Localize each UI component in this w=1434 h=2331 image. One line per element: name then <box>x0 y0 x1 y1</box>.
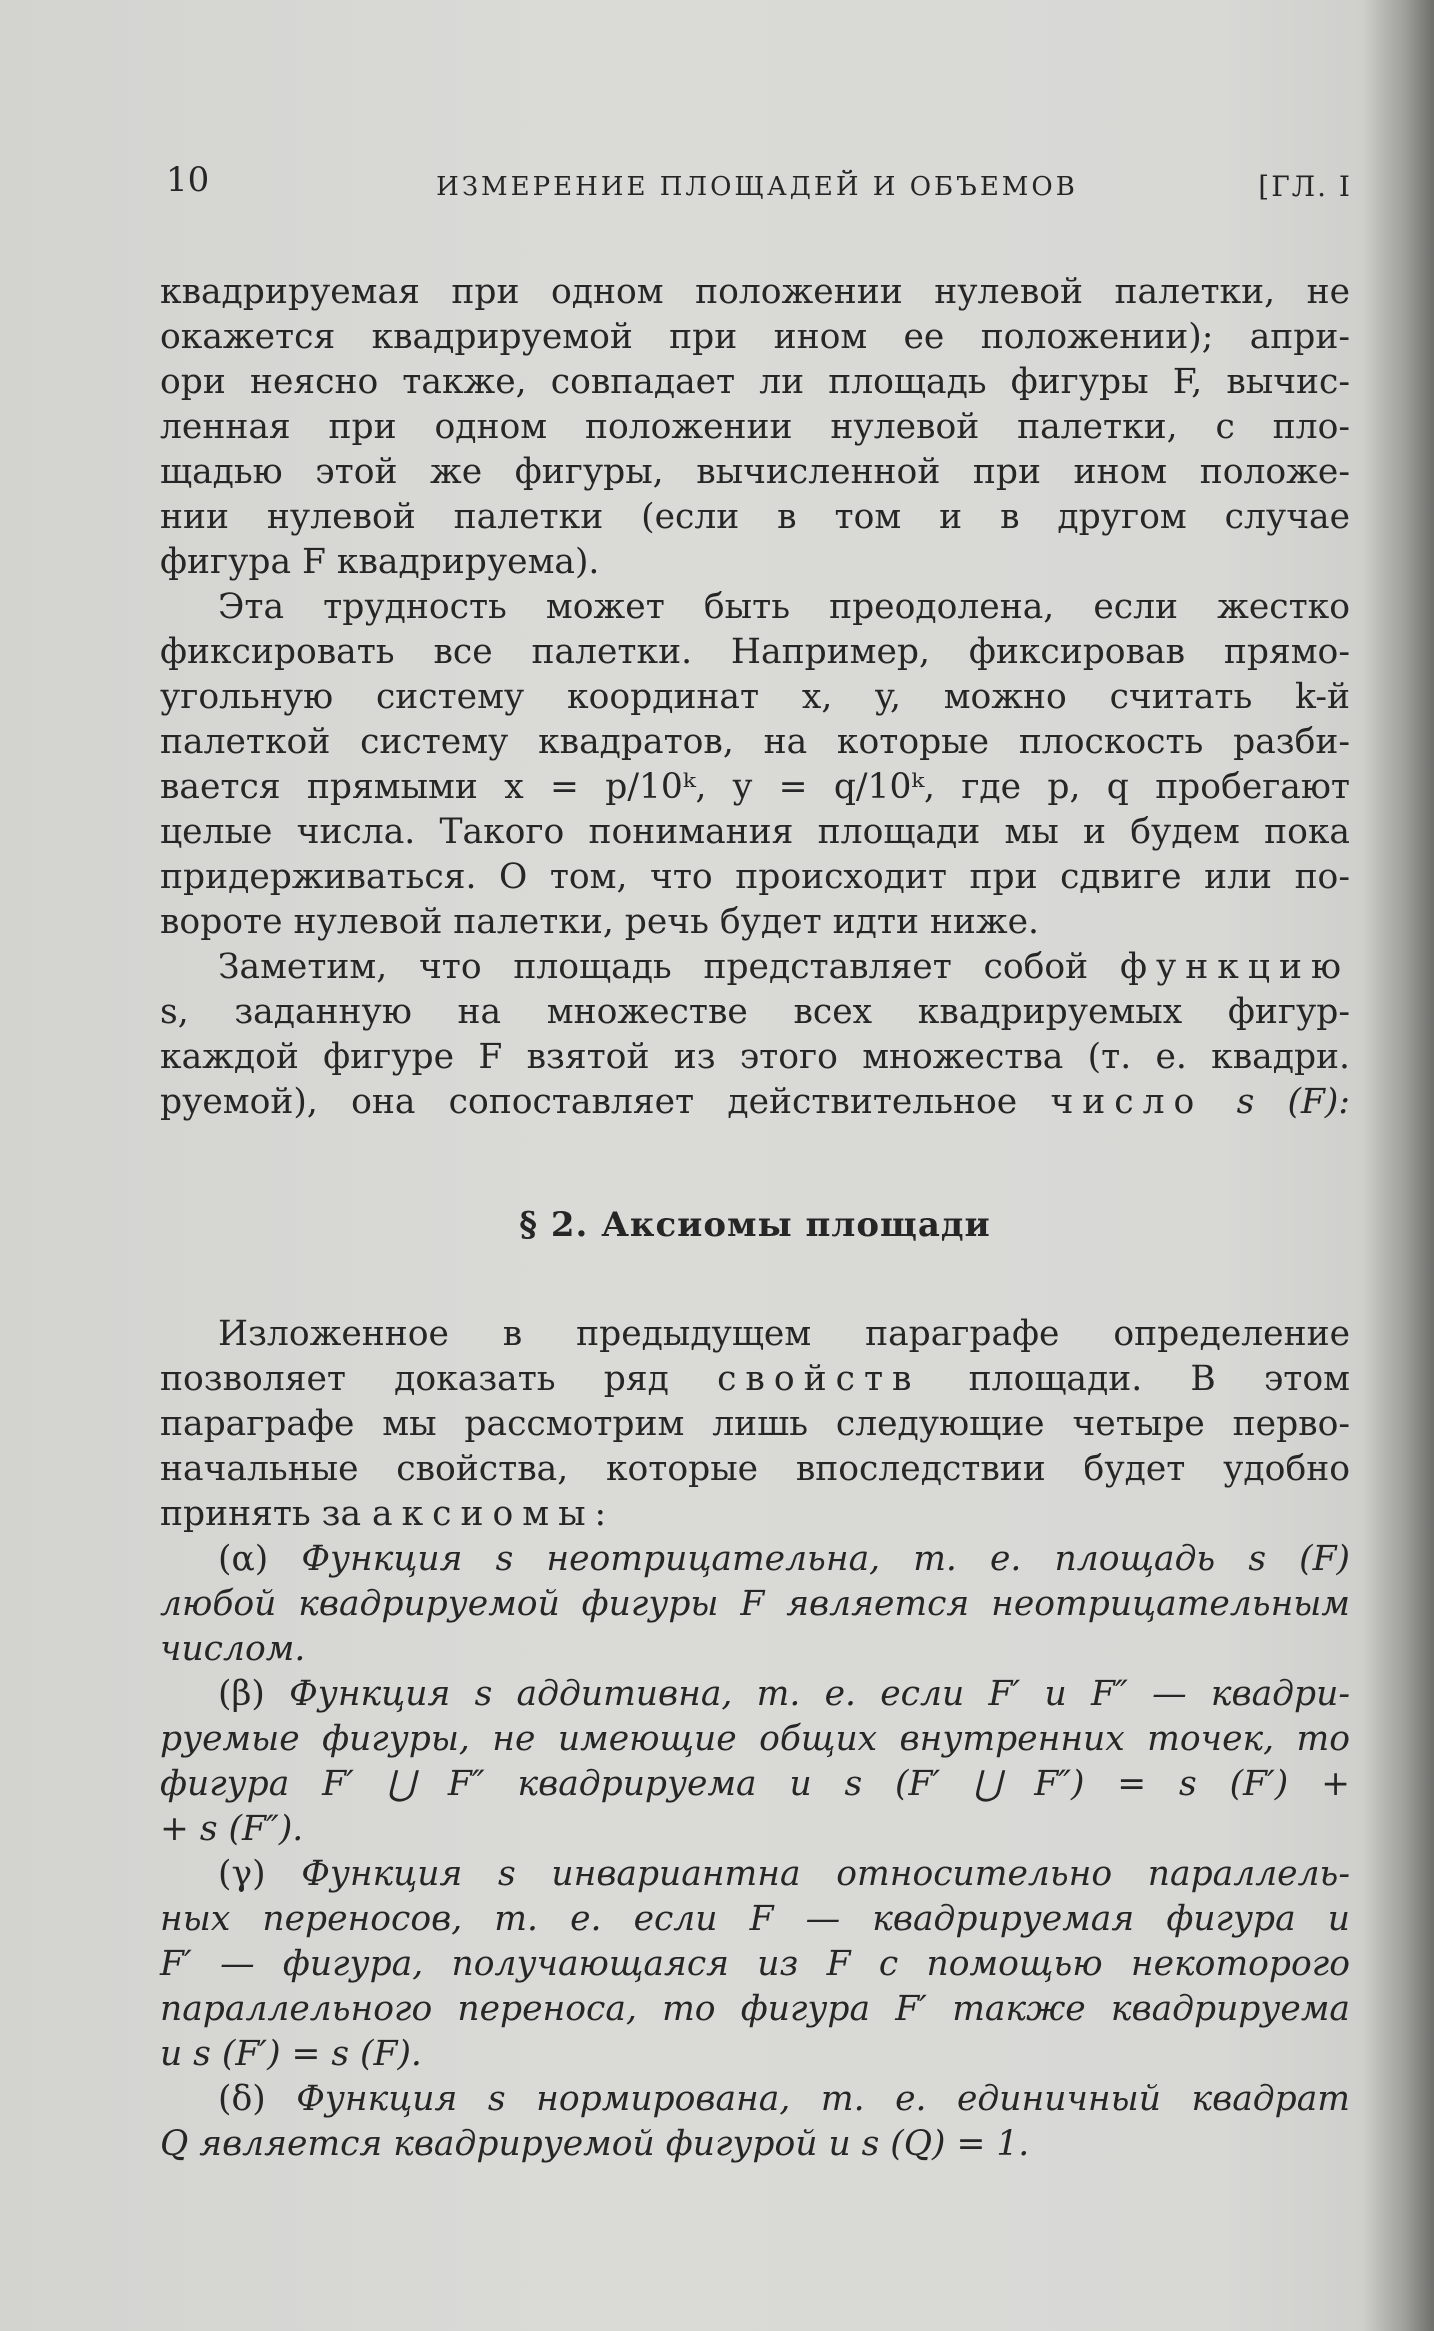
text-line: и s (F′) = s (F). <box>160 2034 422 2074</box>
text-line: параллельного переноса, то фигура F′ также квадрируема <box>160 1989 1350 2029</box>
text-fragment: Функция s аддитивна, т. е. если F′ и F″ — квадри- <box>289 1674 1350 1714</box>
text-line: вается прямыми x = p/10ᵏ, y = q/10ᵏ, где p, q пробегают <box>160 767 1350 807</box>
text-line: Q является квадрируемой фигурой и s (Q) = 1. <box>160 2124 1030 2164</box>
text-line <box>160 1357 1350 1402</box>
text-line: угольную систему координат x, y, можно считать k-й <box>160 677 1350 717</box>
text-line: щадью этой же фигуры, вычисленной при ином положе- <box>160 452 1350 492</box>
text-line <box>160 2077 1350 2122</box>
text-line: любой квадрируемой фигуры F является неотрицательным <box>160 1584 1350 1624</box>
text-fragment: Функция s неотрицательна, т. е. площадь s (F) <box>301 1539 1350 1579</box>
text-line: квадрируемая при одном положении нулевой палетки, не <box>160 272 1350 312</box>
axiom-gamma <box>160 1852 1350 2077</box>
text-line <box>160 1672 1350 1717</box>
axiom-mark: (γ) <box>218 1854 266 1894</box>
axiom-mark: (β) <box>218 1674 265 1714</box>
text-line: начальные свойства, которые впоследствии будет удобно <box>160 1449 1350 1489</box>
page-header <box>162 160 1352 210</box>
text-line: s, заданную на множестве всех квадрируемых фигур- <box>160 992 1350 1032</box>
text-line: числом. <box>160 1629 306 1669</box>
axiom-alpha <box>160 1537 1350 1672</box>
text-line: вороте нулевой палетки, речь будет идти ниже. <box>160 902 1040 942</box>
text-fragment: площади. В этом <box>968 1359 1350 1399</box>
text-line: + s (F″). <box>160 1809 304 1849</box>
text-line: ори неясно также, совпадает ли площадь фигуры F, вычис- <box>160 362 1350 402</box>
text-line: придерживаться. О том, что происходит при сдвиге или по- <box>160 857 1350 897</box>
text-fragment: s (F): <box>1236 1082 1351 1122</box>
text-line: Изложенное в предыдущем параграфе определение <box>218 1314 1350 1354</box>
text-line <box>160 1492 1350 1537</box>
text-line: целые числа. Такого понимания площади мы и будем пока <box>160 812 1350 852</box>
text-line <box>160 1080 1350 1125</box>
text-fragment: Заметим, что площадь представляет собой <box>218 947 1089 987</box>
text-line: нии нулевой палетки (если в том и в другом случае <box>160 497 1350 537</box>
text-fragment: позволяет доказать ряд <box>160 1359 669 1399</box>
text-line: параграфе мы рассмотрим лишь следующие четыре перво- <box>160 1404 1350 1444</box>
text-line: окажется квадрируемой при ином ее положении); апри- <box>160 317 1350 357</box>
chapter-reference: [ГЛ. I <box>1258 170 1352 203</box>
section-title: § 2. Аксиомы площади <box>519 1205 991 1245</box>
text-line: фигура F квадрируема). <box>160 542 600 582</box>
axiom-beta <box>160 1672 1350 1852</box>
text-fragment: принять за <box>160 1494 362 1534</box>
text-fragment: Функция s инвариантна относительно параллель- <box>301 1854 1350 1894</box>
text-line: фиксировать все палетки. Например, фиксировав прямо- <box>160 632 1350 672</box>
body-text <box>160 270 1350 2167</box>
text-line: фигура F′ ⋃ F″ квадрируема и s (F′ ⋃ F″) = s (F′) + <box>160 1764 1350 1804</box>
spaced-word: число <box>1050 1082 1204 1122</box>
text-line <box>160 1852 1350 1897</box>
page-number: 10 <box>166 160 210 200</box>
spaced-word: свойств <box>717 1359 921 1399</box>
spaced-word: аксиомы: <box>372 1494 616 1534</box>
paragraph-intro-axioms <box>160 1312 1350 1537</box>
axiom-mark: (α) <box>218 1539 269 1579</box>
axiom-mark: (δ) <box>218 2079 266 2119</box>
text-line: F′ — фигура, получающаяся из F с помощью некоторого <box>160 1944 1350 1984</box>
paragraph-function <box>160 945 1350 1125</box>
axiom-delta <box>160 2077 1350 2167</box>
paragraph-continuation <box>160 270 1350 585</box>
text-fragment: Функция s нормирована, т. е. единичный квадрат <box>296 2079 1350 2119</box>
text-fragment: руемой), она сопоставляет действительное <box>160 1082 1018 1122</box>
text-line: ленная при одном положении нулевой палетки, с пло- <box>160 407 1350 447</box>
text-line: Эта трудность может быть преодолена, если жестко <box>218 587 1350 627</box>
spaced-word: функцию <box>1119 947 1351 987</box>
text-line <box>160 1537 1350 1582</box>
paragraph-difficulty <box>160 585 1350 945</box>
text-line: руемые фигуры, не имеющие общих внутренних точек, то <box>160 1719 1350 1759</box>
running-title: ИЗМЕРЕНИЕ ПЛОЩАДЕЙ И ОБЪЕМОВ <box>436 172 1078 202</box>
text-line <box>160 945 1350 990</box>
text-line: ных переносов, т. е. если F — квадрируемая фигура и <box>160 1899 1350 1939</box>
text-line: палеткой систему квадратов, на которые плоскость разби- <box>160 722 1350 762</box>
text-line: каждой фигуре F взятой из этого множества (т. е. квадри. <box>160 1037 1350 1077</box>
